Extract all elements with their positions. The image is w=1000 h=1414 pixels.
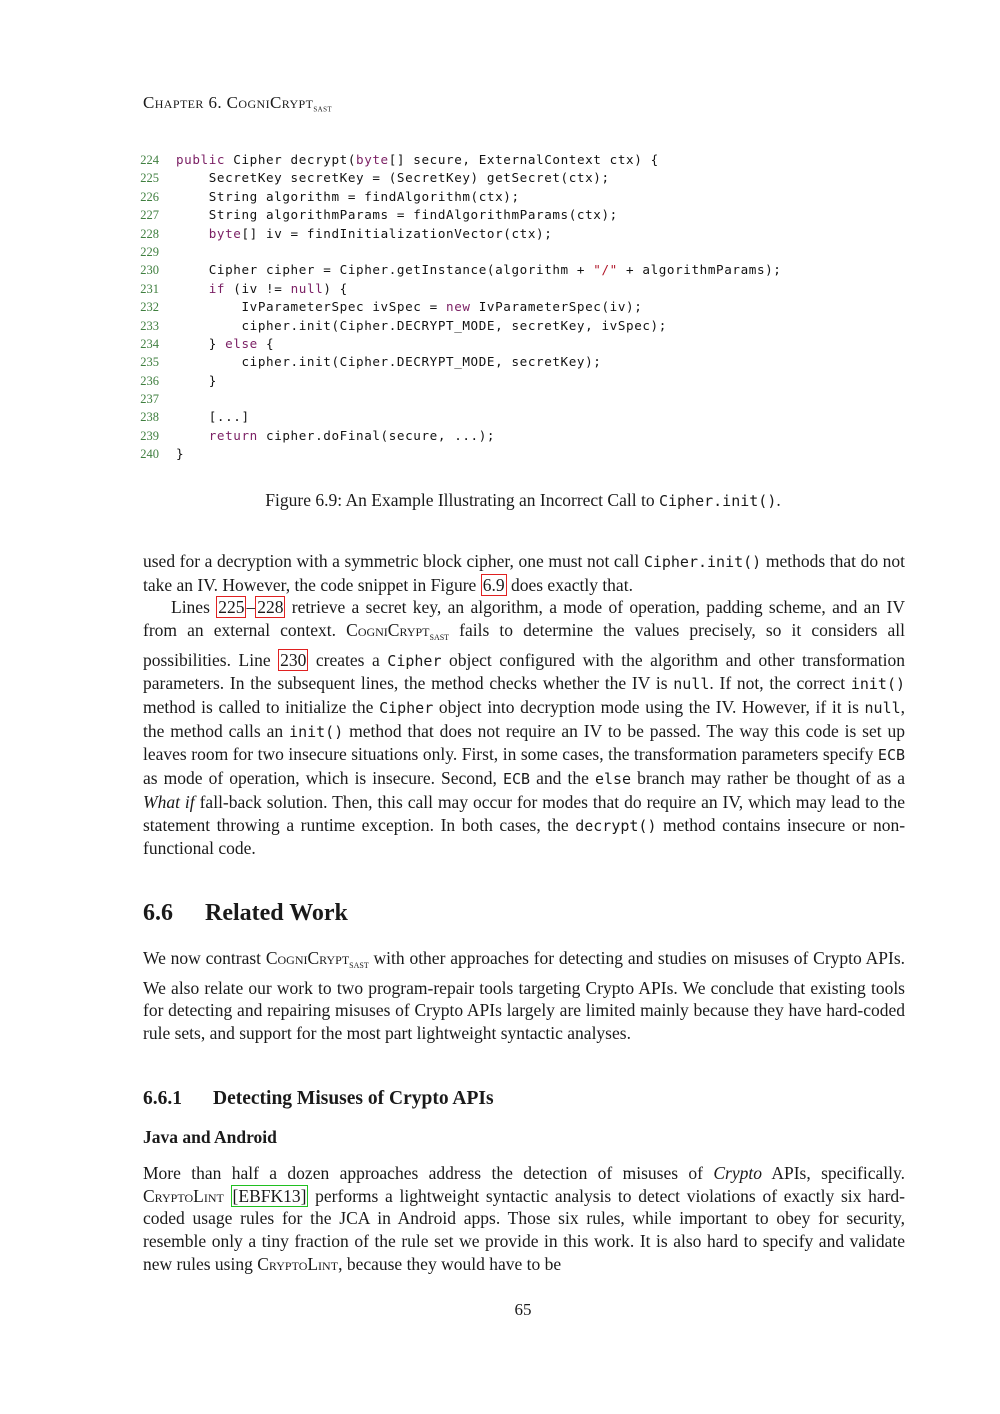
code-token — [176, 226, 209, 241]
inline-code: null — [673, 675, 710, 694]
related-work-intro — [143, 947, 905, 1045]
line-number: 240 — [140, 447, 159, 462]
line-number: 227 — [140, 208, 159, 223]
code-text — [176, 317, 667, 335]
text-run: object into decryption mode using the IV. However, if it is — [438, 697, 859, 718]
code-text — [176, 206, 618, 224]
text-run: fall-back solution. Then, this call may occur for modes that do require an IV, which may lead to the statement throwing a runtime exception. In both cases, the — [143, 791, 906, 835]
line-ref-link[interactable]: 230 — [280, 649, 307, 670]
code-keyword: else — [225, 335, 258, 351]
subsection-heading — [143, 1088, 494, 1110]
inline-code: Cipher — [379, 699, 434, 718]
code-text — [176, 280, 348, 298]
code-line — [133, 427, 913, 445]
code-line — [133, 353, 913, 371]
emphasis: What if — [143, 791, 195, 812]
running-head-chapter: Chapter 6. — [143, 93, 223, 112]
code-line — [133, 280, 913, 298]
code-text — [176, 408, 250, 426]
caption-code: Cipher.init() — [658, 492, 777, 510]
code-text — [176, 372, 217, 390]
text-run: performs a lightweight syntactic analysis to detect violations of exactly six hard-coded usage rules for the JCA in Android apps. Those six rules, while important to obey for security, resemble only a tiny fraction of the rule set we provide in this work. It is also hard to specify and validate new rules using — [143, 1185, 906, 1274]
code-line — [133, 243, 913, 261]
page-number: 65 — [514, 1300, 532, 1319]
code-text — [176, 151, 659, 169]
line-number: 237 — [140, 392, 159, 407]
code-text — [176, 169, 610, 187]
line-number: 238 — [140, 410, 159, 425]
body-text-block — [143, 550, 905, 860]
code-keyword: public — [176, 152, 226, 167]
emphasis: Crypto — [713, 1163, 762, 1183]
code-text — [176, 225, 552, 243]
code-keyword: return — [208, 427, 258, 443]
text-run: method is called to initialize the — [143, 697, 374, 718]
code-listing — [133, 151, 913, 464]
code-text — [176, 335, 274, 353]
text-run: used for a decryption with a symmetric block cipher, one must not call — [143, 551, 640, 571]
line-number: 233 — [140, 318, 159, 333]
tool-name: CogniCrypt — [265, 948, 350, 968]
code-token: cipher.init(Cipher.DECRYPT_MODE, secretKey, ivSpec); — [176, 317, 667, 333]
text-run: and the — [536, 768, 589, 789]
figure-caption — [0, 490, 1000, 511]
code-token: [] iv = findInitializationVector(ctx); — [241, 225, 553, 241]
inline-code: Cipher.init() — [643, 553, 762, 571]
code-text — [176, 445, 184, 463]
text-run: , the method calls an — [143, 697, 906, 741]
line-number: 234 — [140, 336, 159, 351]
paragraph-java-android — [143, 1162, 905, 1276]
text-run: methods that do not take an IV. However, the code snippet in Figure — [143, 551, 906, 595]
subsection-number: 6.6.1 — [143, 1088, 182, 1109]
code-token: Cipher decrypt( — [225, 152, 357, 167]
code-line — [133, 335, 913, 353]
inline-code: else — [594, 770, 632, 789]
citation-link[interactable]: [EBFK13] — [232, 1185, 307, 1206]
line-number: 224 — [140, 153, 159, 167]
code-token: } — [176, 335, 226, 351]
code-line — [133, 445, 913, 463]
text-run: APIs, specifically. — [771, 1163, 905, 1183]
text-run: Lines — [171, 597, 210, 618]
line-number: 236 — [140, 373, 159, 388]
running-head-tool: CogniCrypt — [226, 93, 314, 112]
code-line — [133, 317, 913, 335]
figure-ref-link[interactable]: 6.9 — [482, 574, 505, 595]
text-run: More than half a dozen approaches address the detection of misuses of — [143, 1163, 703, 1183]
text-run: fails to determine the values precisely, so it considers all possibilities. Line — [143, 620, 906, 670]
line-number: 225 — [140, 171, 159, 186]
text-run: . If not, the correct — [709, 673, 846, 694]
code-token — [176, 428, 209, 443]
code-text — [176, 188, 520, 206]
inline-code: ECB — [503, 770, 531, 789]
code-token: [...] — [176, 409, 250, 425]
tool-name: CogniCrypt — [346, 620, 430, 641]
code-token: SecretKey secretKey = (SecretKey) getSecret(ctx); — [176, 170, 610, 186]
text-run: object configured with the algorithm and other transformation parameters. In the subsequent lines, the method checks whether the IV is — [143, 649, 906, 694]
paragraph-heading: Java and Android — [143, 1127, 277, 1147]
caption-text: An Example Illustrating an Incorrect Call to — [345, 490, 655, 510]
inline-code: decrypt() — [575, 816, 657, 835]
section-heading — [143, 900, 348, 927]
code-token: } — [176, 372, 217, 388]
code-token: (iv != — [225, 280, 291, 296]
tool-name-sub: sast — [349, 958, 369, 971]
code-line — [133, 298, 913, 316]
line-number: 228 — [140, 226, 159, 241]
line-number: 235 — [140, 355, 159, 370]
running-head — [143, 93, 332, 115]
line-ref-link[interactable]: 225 — [218, 597, 245, 618]
tool-name: CryptoLint — [143, 1185, 224, 1206]
code-token: String algorithm = findAlgorithm(ctx); — [176, 188, 520, 204]
tool-name: CryptoLint — [257, 1253, 339, 1274]
line-number: 226 — [140, 189, 159, 204]
code-line — [133, 169, 913, 187]
code-token: IvParameterSpec(iv); — [470, 299, 643, 315]
caption-end: . — [776, 490, 781, 510]
code-line — [133, 408, 913, 426]
line-number: 229 — [140, 244, 159, 259]
code-token: IvParameterSpec ivSpec = — [176, 299, 447, 315]
code-token: } — [176, 446, 185, 462]
code-string: "/" — [593, 262, 618, 278]
text-run: method contains insecure or non-functional code. — [143, 814, 906, 859]
text-run: does exactly that. — [510, 574, 633, 595]
inline-code: init() — [289, 722, 344, 741]
paragraph-intro — [143, 947, 905, 1045]
java-android-text — [143, 1162, 905, 1276]
code-token: { — [257, 335, 275, 351]
line-number: 231 — [140, 281, 159, 296]
code-line — [133, 151, 913, 169]
code-text — [176, 427, 495, 445]
section-title: Related Work — [205, 900, 348, 926]
code-text — [176, 261, 782, 279]
text-run: – — [246, 597, 256, 618]
code-token — [176, 281, 209, 296]
code-token: Cipher cipher = Cipher.getInstance(algorithm + — [176, 262, 594, 278]
code-line — [133, 390, 913, 408]
text-run: creates a — [315, 649, 380, 670]
subsection-title: Detecting Misuses of Crypto APIs — [213, 1088, 494, 1109]
text-run: as mode of operation, which is insecure. Second, — [143, 768, 497, 789]
code-token: ) { — [323, 280, 348, 296]
inline-code: null — [864, 699, 901, 718]
text-run: branch may rather be thought of as a — [637, 768, 906, 789]
section-number: 6.6 — [143, 900, 173, 926]
inline-code: ECB — [877, 746, 906, 765]
code-token: String algorithmParams = findAlgorithmParams(ctx); — [176, 207, 618, 223]
line-number: 230 — [140, 263, 159, 278]
code-token: [] secure, ExternalContext ctx) { — [388, 152, 659, 167]
inline-code: init() — [850, 675, 906, 694]
line-number: 239 — [140, 428, 159, 443]
code-keyword: if — [208, 280, 226, 296]
code-token: + algorithmParams); — [617, 262, 782, 278]
code-keyword: byte — [356, 152, 389, 167]
paragraph-analysis — [143, 596, 905, 860]
paragraph-continuation — [143, 550, 905, 596]
text-run: retrieve a secret key, an algorithm, a mode of operation, padding scheme, and an IV from an external context. — [143, 597, 905, 641]
inline-code: Cipher — [387, 651, 442, 670]
tool-name-sub: sast — [429, 630, 450, 643]
code-keyword: byte — [208, 225, 242, 241]
code-line — [133, 206, 913, 224]
running-head-tool-sub: sast — [313, 103, 333, 115]
code-line — [133, 261, 913, 279]
code-line — [133, 225, 913, 243]
text-run: , because they would have to be — [338, 1253, 562, 1274]
caption-label: Figure 6.9: — [265, 490, 343, 510]
text-run: with other approaches for detecting and studies on misuses of Crypto APIs. We also relate our work to two program-repair tools targeting Crypto APIs. We conclude that existing tools for detecting and repairing misuses of Crypto APIs largely are limited mainly because they have hard-coded rule sets, and support for the most part lightweight syntactic analyses. — [143, 948, 906, 1043]
line-number: 232 — [140, 300, 159, 315]
text-run: We now contrast — [143, 948, 262, 968]
code-text — [176, 298, 642, 316]
line-ref-link[interactable]: 228 — [257, 597, 284, 618]
code-text — [176, 353, 601, 371]
code-token: cipher.init(Cipher.DECRYPT_MODE, secretKey); — [176, 354, 602, 370]
code-token: cipher.doFinal(secure, ...); — [257, 427, 496, 443]
code-line — [133, 188, 913, 206]
text-run: method that does not require an IV to be passed. The way this code is set up leaves room for two insecure situations only. First, in some cases, the transformation parameters specify — [143, 720, 906, 765]
code-keyword: null — [290, 280, 324, 296]
code-line — [133, 372, 913, 390]
code-keyword: new — [446, 299, 471, 315]
